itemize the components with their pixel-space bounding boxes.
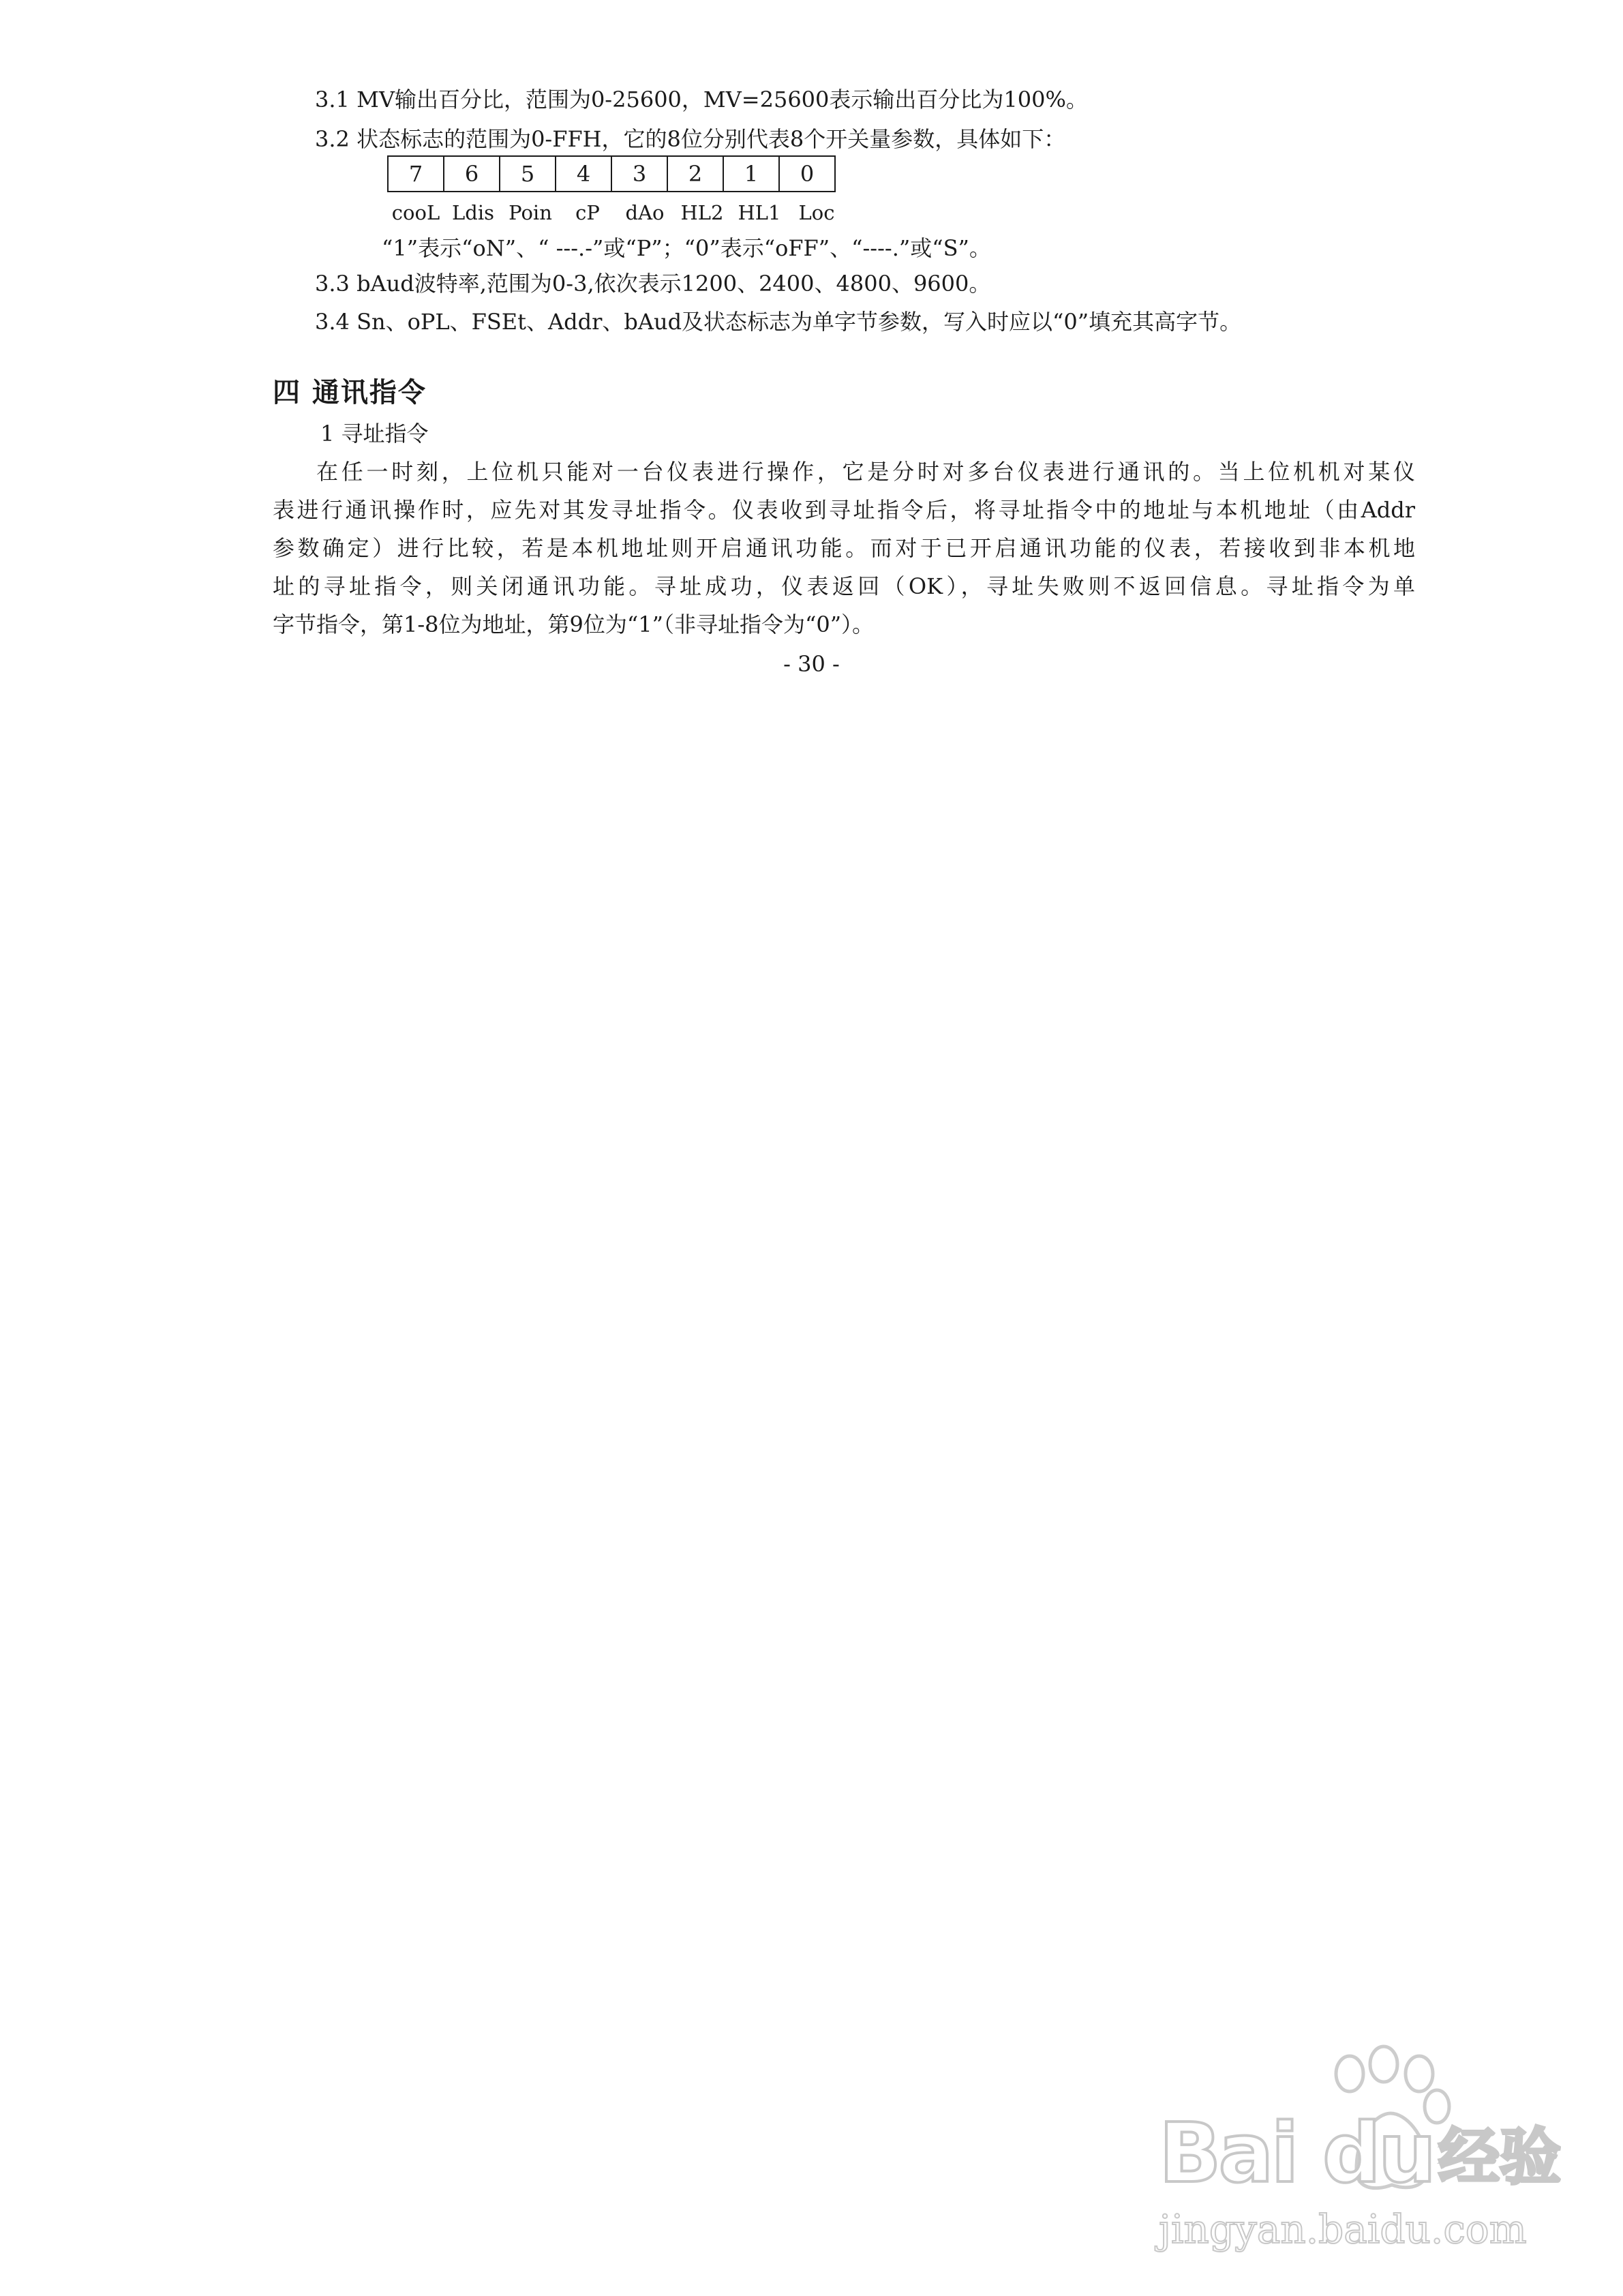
bit-name: Ldis [452, 201, 494, 224]
bit-name: dAo [625, 201, 665, 224]
bit-cell: 4 [556, 156, 611, 192]
item-3-2-status-flag: 3.2 状态标志的范围为0-FFH，它的8位分别代表8个开关量参数，具体如下： [315, 126, 1066, 152]
bit-cell: 5 [500, 156, 556, 192]
watermark-url: jingyan.baidu.com [1159, 2206, 1527, 2252]
watermark-brand-text: Bai [1159, 2106, 1296, 2201]
subsection-heading: 1 寻址指令 [320, 421, 429, 447]
status-bits-row [388, 156, 835, 192]
item-3-4-single-byte: 3.4 Sn、oPL、FSEt、Addr、bAud及状态标志为单字节参数，写入时应以“0”填充其高字节。 [315, 309, 1242, 335]
item-3-3-baud: 3.3 bAud波特率,范围为0-3,依次表示1200、2400、4800、9600。 [315, 271, 991, 297]
bit-name: cooL [391, 201, 440, 224]
bit-name: Loc [798, 201, 835, 224]
bit-cell: 7 [388, 156, 444, 192]
paragraph-line: 参数确定）进行比较，若是本机地址则开启通讯功能。而对于已开启通讯功能的仪表，若接收到非本机地 [273, 535, 1415, 561]
paw-toe-icon [1336, 2056, 1363, 2091]
watermark-brand-text: 经验 [1438, 2121, 1561, 2193]
status-bits-table [387, 155, 836, 192]
bit-cell: 0 [779, 156, 835, 192]
status-bit-names [387, 199, 845, 226]
bit-name: HL2 [680, 201, 724, 224]
bit-cell: 3 [611, 156, 667, 192]
bit-cell: 6 [444, 156, 500, 192]
status-flag-explanation: “1”表示“oN”、“ ---.-”或“P”；“0”表示“oFF”、“----.”或“S”。 [382, 235, 991, 261]
bit-name: cP [575, 201, 600, 224]
paragraph-line: 址的寻址指令，则关闭通讯功能。寻址成功，仪表返回（OK），寻址失败则不返回信息。寻址指令为单 [273, 573, 1415, 599]
paragraph-line: 在任一时刻，上位机只能对一台仪表进行操作，它是分时对多台仪表进行通讯的。当上位机机对某仪 [316, 459, 1415, 485]
watermark-brand-text: du [1322, 2106, 1434, 2201]
paragraph-line: 字节指令，第1-8位为地址，第9位为“1”（非寻址指令为“0”）。 [273, 611, 875, 637]
bit-cell: 2 [667, 156, 723, 192]
bit-cell: 1 [723, 156, 779, 192]
paw-toe-icon [1370, 2046, 1397, 2082]
page-number: - 30 - [783, 651, 840, 677]
addressing-paragraph [273, 453, 1415, 644]
bit-name: Poin [509, 201, 552, 224]
baidu-jingyan-watermark [1152, 2038, 1561, 2263]
item-3-1-mv-output: 3.1 MV输出百分比，范围为0-25600，MV=25600表示输出百分比为100%。 [315, 87, 1088, 112]
bit-name: HL1 [738, 201, 781, 224]
section-heading: 四 通讯指令 [273, 377, 427, 408]
paw-toe-icon [1406, 2056, 1433, 2091]
paragraph-line: 表进行通讯操作时，应先对其发寻址指令。仪表收到寻址指令后，将寻址指令中的地址与本机地址（由Addr [273, 497, 1415, 523]
